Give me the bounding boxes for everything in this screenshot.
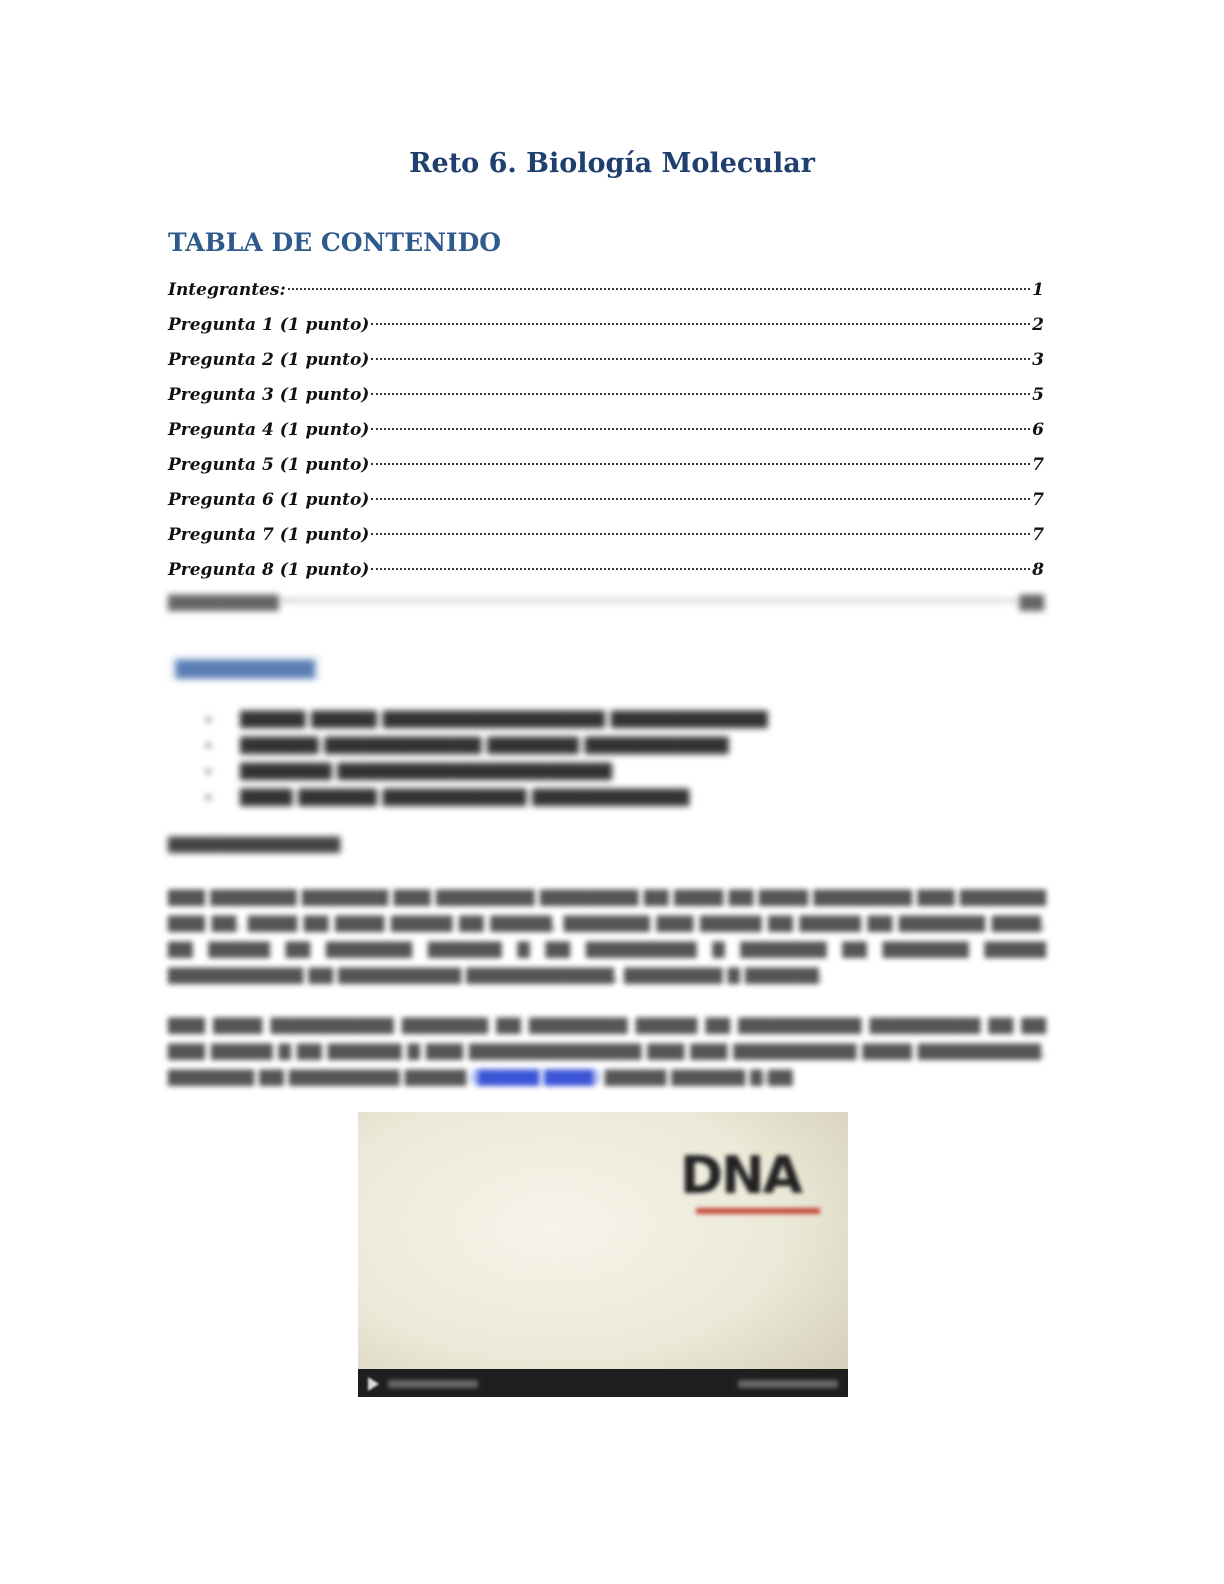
toc-leader [371, 393, 1030, 395]
toc-entry-pregunta-7[interactable] [168, 521, 1044, 556]
video-time-display [388, 1380, 478, 1388]
toc-entry-pregunta-6[interactable] [168, 486, 1044, 521]
toc-entry-pregunta-3[interactable] [168, 381, 1044, 416]
toc-leader [371, 323, 1030, 325]
toc-entry-label: Pregunta 6 (1 punto) [168, 490, 370, 510]
toc-leader [371, 533, 1030, 535]
play-icon[interactable] [368, 1377, 379, 1391]
toc-entry-label: Pregunta 1 (1 punto) [168, 315, 370, 335]
video-settings-controls[interactable] [738, 1380, 838, 1388]
toc-entry-pregunta-4[interactable] [168, 416, 1044, 451]
toc-page-number: 2 [1032, 315, 1044, 335]
toc-page-number: 3 [1032, 350, 1044, 370]
toc-heading: TABLA DE CONTENIDO [168, 228, 502, 257]
toc-page-number: 7 [1032, 490, 1044, 510]
redacted-text: ▇▇▇▇▇▇▇▇▇ [168, 592, 279, 611]
toc-leader [283, 599, 1016, 602]
toc-leader [371, 428, 1030, 430]
toc-leader [371, 498, 1030, 500]
toc-entry-redacted[interactable] [168, 592, 1044, 611]
paragraph-redacted: ▇▇▇ ▇▇▇▇▇▇▇ ▇▇▇▇▇▇▇ ▇▇▇ ▇▇▇▇▇▇▇▇ ▇▇▇▇▇▇▇▇ ▇▇ ▇▇▇▇ ▇▇ ▇▇▇▇ ▇▇▇▇▇▇▇▇ ▇▇▇ ▇▇▇▇▇▇▇ ▇▇▇ ▇▇. ▇▇▇▇ ▇▇ ▇▇▇▇ ▇▇▇▇▇ ▇▇ ▇▇▇▇▇, ▇▇▇▇▇▇▇ ▇▇▇ ▇▇▇▇▇ ▇▇ ▇▇▇▇▇ ▇▇ ▇▇▇▇▇▇▇ ▇▇▇▇, ▇▇ ▇▇▇▇▇ ▇▇ ▇▇▇▇▇▇▇ ▇▇▇▇▇▇ ▇ ▇▇ ▇▇▇▇▇▇▇▇▇ ▇ ▇▇▇▇▇▇▇ ▇▇ ▇▇▇▇▇▇▇ ▇▇▇▇▇ ▇▇▇▇▇▇▇▇▇▇▇ ▇▇ ▇▇▇▇▇▇▇▇▇▇ ▇▇▇▇▇▇▇▇▇▇▇▇, ▇▇▇▇▇▇▇▇ ▇ ▇▇▇▇▇▇. [168, 887, 1046, 984]
toc-entry-label: Pregunta 4 (1 punto) [168, 420, 370, 440]
toc-entry-integrantes[interactable] [168, 276, 1044, 311]
video-controls-bar [358, 1369, 848, 1397]
toc-page-number: 5 [1032, 385, 1044, 405]
integrantes-heading-redacted: ▇▇▇▇▇▇▇▇▇▇ [170, 656, 320, 681]
toc-entry-label: Pregunta 2 (1 punto) [168, 350, 370, 370]
toc-leader [371, 358, 1030, 360]
video-logo-subtitle [696, 1208, 820, 1214]
list-item: ▇▇▇▇▇▇▇ ▇▇▇▇▇▇▇▇▇▇▇▇▇▇▇▇▇▇▇▇▇ [200, 758, 768, 784]
table-of-contents [168, 276, 1044, 591]
redacted-text: ▇▇ [1019, 592, 1044, 611]
toc-page-number: 6 [1032, 420, 1044, 440]
list-item: ▇▇▇▇▇▇ ▇▇▇▇▇▇▇▇▇▇▇▇ ▇▇▇▇▇▇▇ ▇▇▇▇▇▇▇▇▇▇▇ [200, 732, 768, 758]
video-logo: DNA [680, 1146, 801, 1206]
toc-page-number: 1 [1032, 280, 1044, 300]
toc-entry-label: Pregunta 3 (1 punto) [168, 385, 370, 405]
video-player[interactable] [358, 1112, 848, 1397]
toc-leader [371, 568, 1030, 570]
toc-entry-label: Pregunta 5 (1 punto) [168, 455, 370, 475]
toc-entry-label: Pregunta 7 (1 punto) [168, 525, 370, 545]
toc-entry-label: Integrantes: [168, 280, 286, 300]
document-title: Reto 6. Biología Molecular [409, 148, 815, 179]
paragraph-redacted: ▇▇▇ ▇▇▇▇ ▇▇▇▇▇▇▇▇▇▇ ▇▇▇▇▇▇▇ ▇▇ ▇▇▇▇▇▇▇▇ ▇▇▇▇▇ ▇▇ ▇▇▇▇▇▇▇▇▇▇ ▇▇▇▇▇▇▇▇▇ ▇▇ ▇▇ ▇▇▇ ▇▇▇▇▇ ▇ ▇▇ ▇▇▇▇▇▇ ▇ ▇▇▇ ▇▇▇▇▇▇▇▇▇▇▇▇▇▇ ▇▇▇ ▇▇▇ ▇▇▇▇▇▇▇▇▇▇ ▇▇▇▇ ▇▇▇▇▇▇▇▇▇▇. ▇▇▇▇▇▇▇ ▇▇ ▇▇▇▇▇▇▇▇▇ ▇▇▇▇▇ (▇▇▇▇▇ ▇▇▇▇) ▇▇▇▇▇ ▇▇▇▇▇▇ ▇:▇▇ [168, 1015, 1046, 1086]
toc-leader [371, 463, 1030, 465]
toc-page-number: 7 [1032, 455, 1044, 475]
toc-page-number: 8 [1032, 560, 1044, 580]
toc-entry-pregunta-5[interactable] [168, 451, 1044, 486]
toc-entry-pregunta-1[interactable] [168, 311, 1044, 346]
list-item: ▇▇▇▇▇ ▇▇▇▇▇ ▇▇▇▇▇▇▇▇▇▇▇▇▇▇▇▇▇ ▇▇▇▇▇▇▇▇▇▇▇▇ [200, 706, 768, 732]
toc-page-number: 7 [1032, 525, 1044, 545]
intro-heading-redacted: ▇▇▇▇▇▇▇▇▇▇▇▇▇▇ [168, 834, 341, 853]
members-list-redacted [200, 706, 768, 810]
list-item: ▇▇▇▇ ▇▇▇▇▇▇ ▇▇▇▇▇▇▇▇▇▇▇ ▇▇▇▇▇▇▇▇▇▇▇▇ [200, 784, 768, 810]
link-redacted[interactable]: (▇▇▇▇▇ ▇▇▇▇) [471, 1067, 600, 1086]
toc-entry-label: Pregunta 8 (1 punto) [168, 560, 370, 580]
toc-entry-pregunta-8[interactable] [168, 556, 1044, 591]
toc-entry-pregunta-2[interactable] [168, 346, 1044, 381]
toc-leader [288, 288, 1030, 290]
